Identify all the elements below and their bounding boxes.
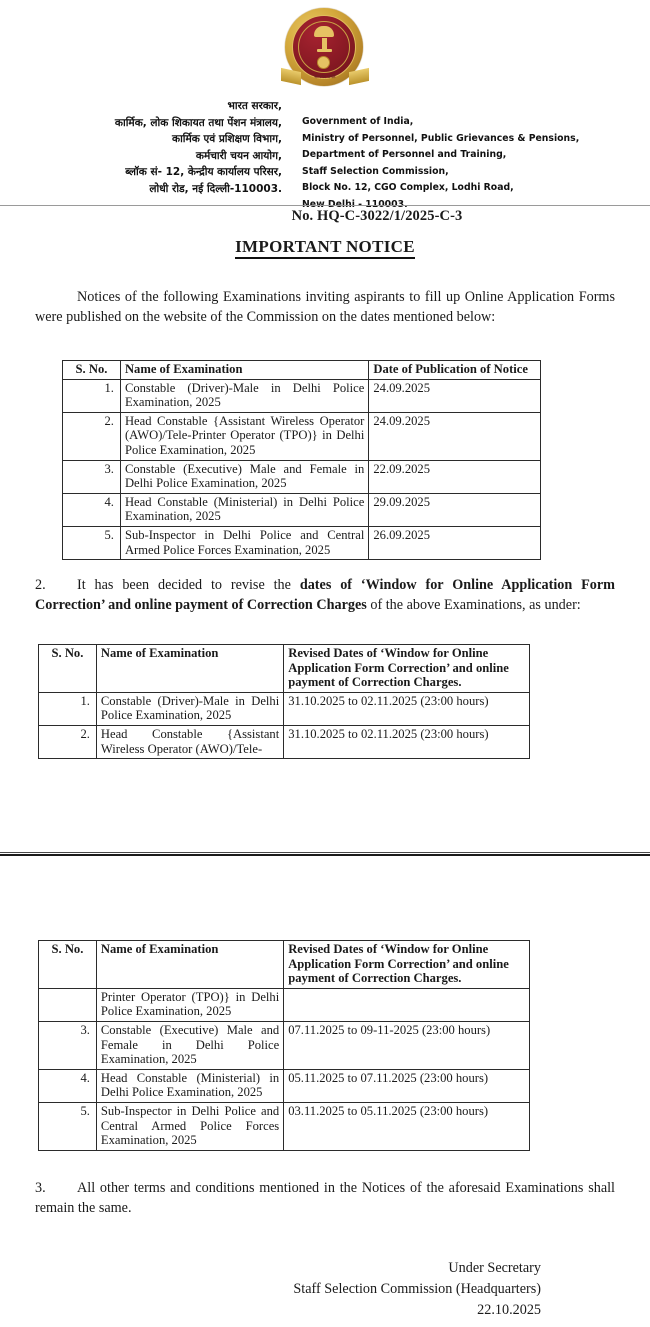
cell-publication-date: 24.09.2025 — [369, 412, 541, 460]
table-row — [63, 379, 541, 412]
column-header-revised-dates: Revised Dates of ‘Window for Online Application Form Correction’ and online payment of Correction Charges. — [284, 645, 530, 693]
cell-sno: 1. — [63, 379, 121, 412]
cell-sno: 1. — [39, 692, 97, 725]
table-row — [39, 1021, 530, 1069]
letterhead-english-line: New Delhi - 110003. — [302, 198, 408, 210]
table-row — [39, 692, 530, 725]
page-title — [0, 237, 650, 257]
letterhead-hindi-line: लोधी रोड, नई दिल्ली-110003. — [149, 182, 282, 195]
cell-sno: 2. — [63, 412, 121, 460]
page-title-text: IMPORTANT NOTICE — [235, 237, 415, 259]
signature-block — [0, 1258, 650, 1321]
cell-sno: 2. — [39, 725, 97, 758]
column-header-sno: S. No. — [63, 361, 121, 380]
cell-revised-dates: 03.11.2025 to 05.11.2025 (23:00 hours) — [284, 1102, 530, 1150]
column-header-exam-name: Name of Examination — [96, 941, 283, 989]
paragraph-three-number: 3. — [35, 1180, 46, 1196]
table-row — [63, 460, 541, 493]
paragraph-two-text-bold: dates of ‘Window for Online Application Form Correction’ and online payment of Correction Charges — [35, 577, 615, 613]
cell-sno: 3. — [39, 1021, 97, 1069]
ashoka-pillar-icon — [311, 26, 337, 56]
table-row — [39, 725, 530, 758]
cell-sno: 3. — [63, 460, 121, 493]
letterhead-english-line: Block No. 12, CGO Complex, Lodhi Road, — [302, 182, 514, 193]
table-row — [63, 412, 541, 460]
paragraph-three — [35, 1178, 615, 1218]
cell-revised-dates: 07.11.2025 to 09-11-2025 (23:00 hours) — [284, 1021, 530, 1069]
table-header-row — [39, 645, 530, 693]
cell-exam-name: Constable (Driver)-Male in Delhi Police Examination, 2025 — [96, 692, 283, 725]
paragraph-two — [35, 575, 615, 615]
cell-exam-name: Constable (Driver)-Male in Delhi Police Examination, 2025 — [120, 379, 368, 412]
table-header-row — [63, 361, 541, 380]
ssc-emblem-icon — [279, 6, 371, 98]
paragraph-two-number: 2. — [35, 577, 46, 593]
table-revised-dates-part2 — [38, 940, 530, 1151]
cell-publication-date: 29.09.2025 — [369, 493, 541, 526]
cell-exam-name: Constable (Executive) Male and Female in Delhi Police Examination, 2025 — [96, 1021, 283, 1069]
cell-exam-name: Head Constable (Ministerial) in Delhi Police Examination, 2025 — [120, 493, 368, 526]
letterhead-hindi-block — [0, 98, 288, 213]
cell-sno: 4. — [39, 1069, 97, 1102]
cell-exam-name: Sub-Inspector in Delhi Police and Central Armed Police Forces Examination, 2025 — [120, 526, 368, 559]
paragraph-intro — [35, 287, 615, 327]
cell-publication-date: 26.09.2025 — [369, 526, 541, 559]
table-header-row — [39, 941, 530, 989]
cell-revised-dates — [284, 988, 530, 1021]
letterhead-english-block — [288, 98, 650, 213]
letterhead-hindi-line: ब्लॉक सं- 12, केन्द्रीय कार्यालय परिसर, — [125, 166, 282, 178]
letterhead-hindi-line: कार्मिक एवं प्रशिक्षण विभाग, — [172, 133, 282, 145]
letterhead-emblem-container — [0, 6, 650, 98]
table-row — [39, 1102, 530, 1150]
notice-reference-number: No. HQ-C-3022/1/2025-C-3 — [291, 208, 463, 224]
letterhead-hindi-line: कर्मचारी चयन आयोग, — [195, 149, 282, 162]
emblem-ribbon-banner — [281, 68, 369, 90]
column-header-sno: S. No. — [39, 941, 97, 989]
column-header-exam-name: Name of Examination — [120, 361, 368, 380]
letterhead-english-line: Ministry of Personnel, Public Grievances & Pensions, — [302, 132, 580, 144]
table-row — [39, 988, 530, 1021]
emblem-ribbon-text: सत्यमेव जयते — [314, 74, 336, 79]
cell-exam-name: Sub-Inspector in Delhi Police and Central Armed Police Forces Examination, 2025 — [96, 1102, 283, 1150]
letterhead-english-line: Government of India, — [302, 116, 414, 127]
letterhead-divider — [0, 205, 650, 206]
cell-publication-date: 24.09.2025 — [369, 379, 541, 412]
letterhead-english-line: Staff Selection Commission, — [302, 165, 449, 177]
paragraph-two-text-part1: It has been decided to revise the — [77, 577, 300, 593]
page-break-divider — [0, 852, 650, 856]
cell-revised-dates: 31.10.2025 to 02.11.2025 (23:00 hours) — [284, 725, 530, 758]
letterhead — [0, 98, 650, 213]
table-publication-dates — [62, 360, 541, 560]
paragraph-three-text: All other terms and conditions mentioned in the Notices of the aforesaid Examinations shall remain the same. — [35, 1180, 615, 1216]
letterhead-hindi-line: भारत सरकार, — [227, 100, 282, 112]
column-header-revised-dates: Revised Dates of ‘Window for Online Application Form Correction’ and online payment of Correction Charges. — [284, 941, 530, 989]
table-row — [63, 493, 541, 526]
paragraph-intro-text: Notices of the following Examinations inviting aspirants to fill up Online Application Forms were published on the website of the Commission on the dates mentioned below: — [35, 289, 615, 325]
cell-revised-dates: 31.10.2025 to 02.11.2025 (23:00 hours) — [284, 692, 530, 725]
cell-sno: 5. — [39, 1102, 97, 1150]
cell-sno: 4. — [63, 493, 121, 526]
signature-date: 22.10.2025 — [477, 1302, 541, 1318]
cell-sno — [39, 988, 97, 1021]
cell-exam-name: Head Constable {Assistant Wireless Operator (AWO)/Tele- — [96, 725, 283, 758]
cell-exam-name: Constable (Executive) Male and Female in Delhi Police Examination, 2025 — [120, 460, 368, 493]
table-revised-dates-part1 — [38, 644, 530, 759]
cell-exam-name: Printer Operator (TPO)} in Delhi Police Examination, 2025 — [96, 988, 283, 1021]
paragraph-two-text-part2: of the above Examinations, as under: — [366, 597, 581, 613]
column-header-exam-name: Name of Examination — [96, 645, 283, 693]
cell-publication-date: 22.09.2025 — [369, 460, 541, 493]
cell-sno: 5. — [63, 526, 121, 559]
column-header-publication-date: Date of Publication of Notice — [369, 361, 541, 380]
letterhead-english-line: Department of Personnel and Training, — [302, 149, 507, 160]
signature-designation: Under Secretary — [448, 1260, 541, 1276]
cell-exam-name: Head Constable {Assistant Wireless Operator (AWO)/Tele-Printer Operator (TPO)} in Delhi Police Examination, 2025 — [120, 412, 368, 460]
table-row — [63, 526, 541, 559]
table-row — [39, 1069, 530, 1102]
signature-office: Staff Selection Commission (Headquarters) — [293, 1281, 541, 1297]
cell-revised-dates: 05.11.2025 to 07.11.2025 (23:00 hours) — [284, 1069, 530, 1102]
letterhead-hindi-line: कार्मिक, लोक शिकायत तथा पेंशन मंत्रालय, — [114, 116, 282, 129]
column-header-sno: S. No. — [39, 645, 97, 693]
cell-exam-name: Head Constable (Ministerial) in Delhi Police Examination, 2025 — [96, 1069, 283, 1102]
